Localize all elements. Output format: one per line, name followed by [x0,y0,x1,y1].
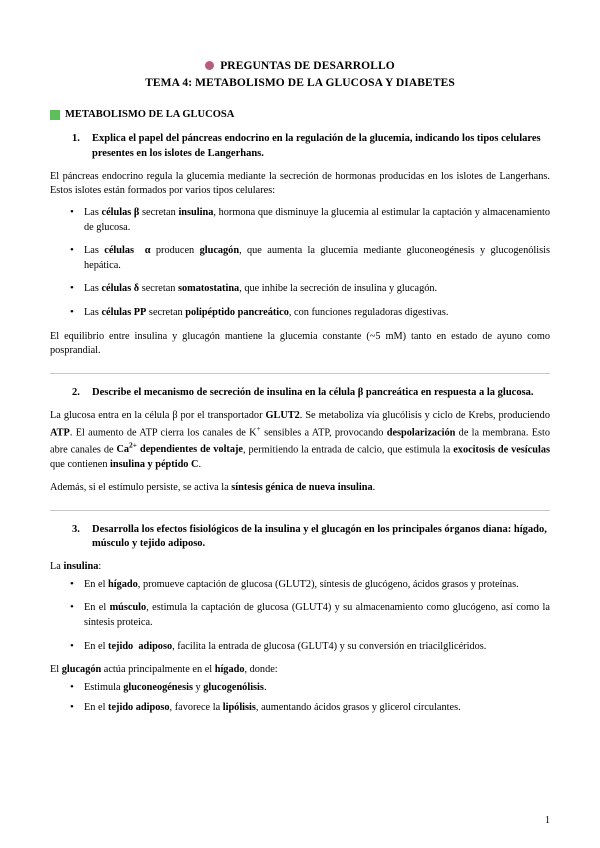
question-2-heading [72,386,550,400]
question-2-heading-text: Describe el mecanismo de secreción de insulina en la célula β pancreática en respuesta a la glucosa. [92,386,534,398]
document-title [50,58,550,91]
title-line-1-text: PREGUNTAS DE DESARROLLO [220,60,395,72]
question-1-heading [72,132,550,160]
title-line-1 [205,58,395,75]
question-3-heading [72,523,550,551]
list-item: • Las células β secretan insulina, hormona que disminuye la glucemia al estimular la captación y almacenamiento de glucosa. [84,206,550,235]
question-2-body: La glucosa entra en la célula β por el transportador GLUT2. Se metaboliza vía glucólisis y ciclo de Krebs, produciendo ATP. El aumento de ATP cierra los canales de K+ sensibles a ATP, provocando despolarización de la membrana. Esto abre canales de $Ca^{2+}$ dependientes de voltaje, permitiendo la entrada de calcio, que estimula la exocitosis de vesículas que contienen insulina y péptido C. [50,409,551,470]
page-number: 1 [545,815,550,826]
list-item: • En el tejido adiposo, facilita la entrada de glucosa (GLUT4) y su conversión en triacilglicéridos. [84,640,550,655]
question-3-insulin-lead: La insulina: [50,561,102,573]
question-block-1 [50,132,550,358]
question-1-bullet-list [50,206,550,321]
question-block-2 [50,386,550,496]
question-1-heading-text: Explica el papel del páncreas endocrino en la regulación de la glucemia, indicando los tipos celulares presentes en los islotes de Langerhans. [92,133,541,159]
question-2-number: 2. [72,386,80,398]
list-item: • En el músculo, estimula la captación de glucosa (GLUT4) y su almacenamiento como glucógeno, así como la síntesis proteica. [84,601,550,630]
question-2-closing: Además, si el estímulo persiste, se activa la síntesis génica de nueva insulina. [50,482,376,494]
question-3-heading-text: Desarrolla los efectos fisiológicos de la insulina y el glucagón en los principales órganos diana: hígado, músculo y tejido adiposo. [92,523,547,550]
question-block-3 [50,523,550,716]
question-1-number: 1. [72,133,80,145]
title-line-2: TEMA 4: METABOLISMO DE LA GLUCOSA Y DIABETES [145,76,455,89]
question-3-glucagon-list [50,681,550,716]
list-item: • Las células PP secretan polipéptido pancreático, con funciones reguladoras digestivas. [84,306,550,321]
divider [50,373,550,374]
question-1-closing: El equilibrio entre insulina y glucagón mantiene la glucemia constante (~5 mM) tanto en estado de ayuno como posprandial. [50,330,550,357]
list-item: • En el hígado, promueve captación de glucosa (GLUT2), síntesis de glucógeno, ácidos grasos y proteínas. [84,578,550,593]
section-heading-text: METABOLISMO DE LA GLUCOSA [65,109,235,121]
list-item: • Las células δ secretan somatostatina, que inhibe la secreción de insulina y glucagón. [84,282,550,297]
section-heading [50,109,550,120]
divider [50,510,550,511]
question-3-glucagon-lead: El glucagón actúa principalmente en el hígado, donde: [50,664,278,676]
list-item: • En el tejido adiposo, favorece la lipólisis, aumentando ácidos grasos y glicerol circulantes. [84,701,550,716]
green-square-icon [50,110,60,120]
question-3-number: 3. [72,523,80,535]
question-1-intro: El páncreas endocrino regula la glucemia mediante la secreción de hormonas producidas en los islotes de Langerhans. Estos islotes están formados por varios tipos celulares: [50,170,550,197]
list-item: • Las células α producen glucagón, que aumenta la glucemia mediante gluconeogénesis y glucogenólisis hepática. [84,244,550,273]
question-3-insulin-list [50,578,550,654]
list-item: • Estimula gluconeogénesis y glucogenólisis. [84,681,550,696]
pink-bullet-icon [205,61,214,70]
